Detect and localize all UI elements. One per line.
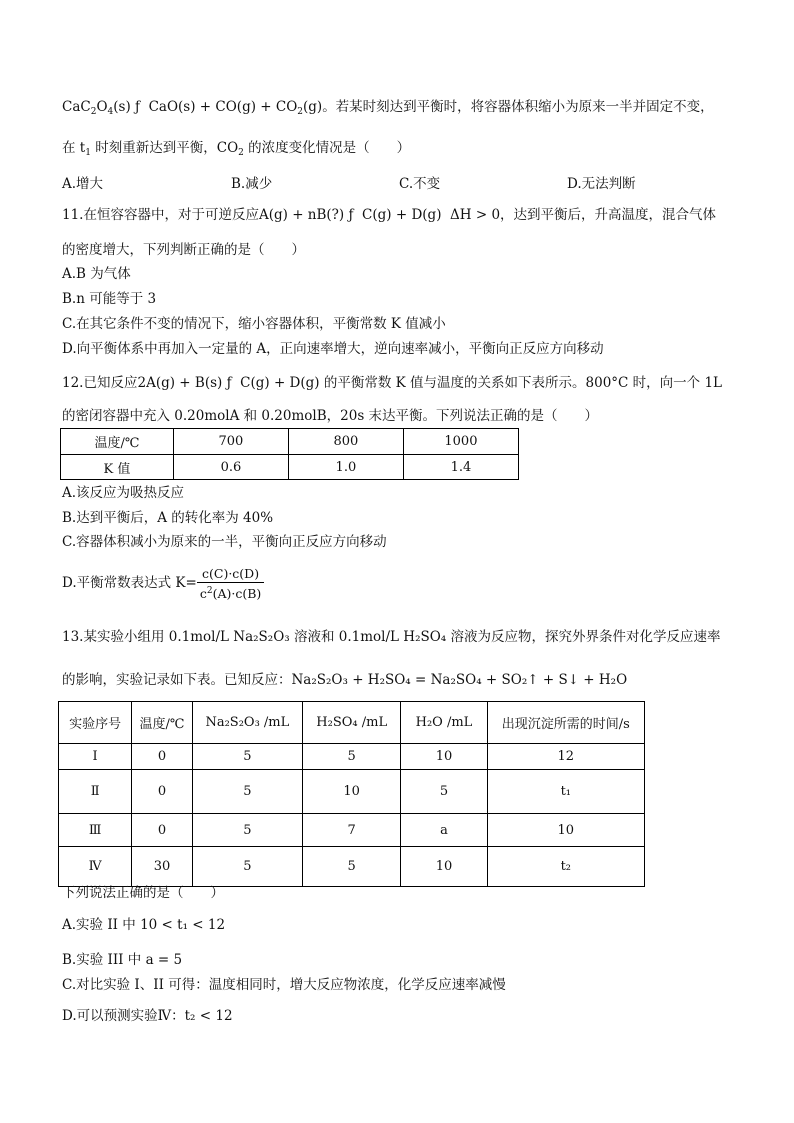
q12-den-b: (A)·c(B) bbox=[212, 586, 262, 602]
q12-stem-line2: 的密闭容器中充入 0.20molA 和 0.20molB，20s 末达平衡。下列说法正确的是（ ） bbox=[62, 408, 599, 424]
q12-k-table bbox=[60, 428, 519, 480]
q11-stem-line1 bbox=[62, 206, 716, 224]
q10-line2-c: 的浓度变化情况是（ ） bbox=[243, 140, 411, 156]
q10-option-d: D.无法判断 bbox=[567, 176, 636, 192]
table-cell: t₂ bbox=[487, 847, 644, 887]
q12-k-800: 1.0 bbox=[288, 455, 403, 480]
q11-stem-b: ，达到平衡后，升高温度，混合气体 bbox=[500, 207, 717, 223]
q10-line1-text: 。若某时刻达到平衡时，将容器体积缩小为原来一半并固定不变， bbox=[322, 99, 714, 115]
table-cell: 5 bbox=[192, 770, 302, 814]
table-cell: 7 bbox=[303, 814, 401, 847]
q13-stem-line2: 的影响，实验记录如下表。已知反应：Na₂S₂O₃ + H₂SO₄ = Na₂SO₄ + SO₂↑ + S↓ + H₂O bbox=[62, 672, 628, 688]
q12-temp-1000: 1000 bbox=[403, 429, 518, 455]
table-cell: 5 bbox=[192, 847, 302, 887]
q12-option-d bbox=[62, 564, 264, 602]
q13-option-b: B.实验 III 中 a = 5 bbox=[62, 952, 183, 968]
table-cell: 10 bbox=[401, 744, 487, 770]
q12-stem-line1 bbox=[62, 374, 722, 392]
table-cell: 10 bbox=[487, 814, 644, 847]
q13-header-h2o: H₂O /mL bbox=[401, 702, 487, 744]
table-cell: 10 bbox=[401, 847, 487, 887]
table-cell: 30 bbox=[132, 847, 192, 887]
q11-option-b: B.n 可能等于 3 bbox=[62, 291, 157, 307]
q10-equation-line bbox=[62, 98, 714, 121]
q12-k-700: 0.6 bbox=[173, 455, 288, 480]
q13-after-table: 下列说法正确的是（ ） bbox=[62, 885, 224, 901]
q10-option-c: C.不变 bbox=[399, 176, 441, 192]
table-cell: 5 bbox=[192, 814, 302, 847]
q12-temp-700: 700 bbox=[173, 429, 288, 455]
q10-option-a: A.增大 bbox=[62, 176, 104, 192]
table-cell: 10 bbox=[303, 770, 401, 814]
q13-header-h2so4: H₂SO₄ /mL bbox=[303, 702, 401, 744]
table-cell: Ⅲ bbox=[59, 814, 132, 847]
q11-option-a: A.B 为气体 bbox=[62, 266, 131, 282]
table-cell: 0 bbox=[132, 814, 192, 847]
table-cell: 5 bbox=[192, 744, 302, 770]
q12-option-a: A.该反应为吸热反应 bbox=[62, 485, 185, 501]
q11-stem-line2: 的密度增大，下列判断正确的是（ ） bbox=[62, 242, 305, 258]
table-cell: t₁ bbox=[487, 770, 644, 814]
q12-stem-b: 的平衡常数 K 值与温度的关系如下表所示。800°C 时，向一个 1L bbox=[323, 375, 722, 391]
q12-header-temp: 温度/℃ bbox=[61, 429, 174, 455]
q10-line2: 在 $t_1$ 时刻重新达到平衡，$CO_2$ 的浓度变化情况是（ ） bbox=[62, 140, 411, 158]
q13-header-id: 实验序号 bbox=[59, 702, 132, 744]
q13-header-temp: 温度/℃ bbox=[132, 702, 192, 744]
q13-experiment-table bbox=[58, 701, 645, 887]
table-cell: Ⅳ bbox=[59, 847, 132, 887]
q12-den-a: c bbox=[199, 586, 207, 602]
table-cell: 0 bbox=[132, 744, 192, 770]
q10-line2-b: 时刻重新达到平衡，CO bbox=[90, 140, 239, 156]
q13-header-time: 出现沉淀所需的时间/s bbox=[487, 702, 644, 744]
q12-stem-a: 12.已知反应 bbox=[62, 375, 138, 391]
table-cell: 0 bbox=[132, 770, 192, 814]
table-cell: 5 bbox=[303, 744, 401, 770]
q13-option-c: C.对比实验 I、II 可得：温度相同时，增大反应物浓度，化学反应速率减慢 bbox=[62, 977, 506, 993]
q10-line2-a: 在 t bbox=[62, 140, 86, 156]
q11-equation: A(g) + nB(?) ƒ C(g) + D(g) ΔH > 0 bbox=[258, 207, 501, 223]
q12-header-k: K 值 bbox=[61, 455, 174, 480]
q12-option-c: C.容器体积减小为原来的一半，平衡向正反应方向移动 bbox=[62, 534, 387, 550]
q12-k-denominator: $c^2(A)\cdot c(B)$ bbox=[199, 585, 262, 602]
q12-equation: 2A(g) + B(s) ƒ C(g) + D(g) bbox=[137, 375, 324, 391]
table-cell: 5 bbox=[303, 847, 401, 887]
q13-stem-line1: 13.某实验小组用 0.1mol/L Na₂S₂O₃ 溶液和 0.1mol/L H₂SO₄ 溶液为反应物，探究外界条件对化学反应速率 bbox=[62, 629, 721, 645]
q11-stem-a: 11.在恒容容器中，对于可逆反应 bbox=[62, 207, 259, 223]
q13-option-d: D.可以预测实验Ⅳ：t₂ < 12 bbox=[62, 1008, 233, 1024]
q10-equation: $CaC_2O_4(s)$ ƒ $CaO(s) + CO(g) + CO_2(g)$ bbox=[62, 99, 323, 117]
q12-k-expression bbox=[197, 565, 264, 602]
q13-option-a: A.实验 II 中 10 < t₁ < 12 bbox=[62, 917, 226, 933]
table-cell: 12 bbox=[487, 744, 644, 770]
table-cell: Ⅰ bbox=[59, 744, 132, 770]
table-cell: 5 bbox=[401, 770, 487, 814]
q12-k-numerator: c(C)·c(D) bbox=[197, 565, 264, 583]
q11-option-d: D.向平衡体系中再加入一定量的 A，正向速率增大，逆向速率减小，平衡向正反应方向移动 bbox=[62, 341, 604, 357]
table-cell: Ⅱ bbox=[59, 770, 132, 814]
q13-header-na2s2o3: Na₂S₂O₃ /mL bbox=[192, 702, 302, 744]
q11-option-c: C.在其它条件不变的情况下，缩小容器体积，平衡常数 K 值减小 bbox=[62, 316, 446, 332]
q12-option-d-prefix: D.平衡常数表达式 K= bbox=[62, 575, 197, 591]
table-cell: a bbox=[401, 814, 487, 847]
q12-k-1000: 1.4 bbox=[403, 455, 518, 480]
q12-temp-800: 800 bbox=[288, 429, 403, 455]
q12-option-b: B.达到平衡后，A 的转化率为 40% bbox=[62, 510, 274, 526]
q10-option-b: B.减少 bbox=[231, 176, 273, 192]
